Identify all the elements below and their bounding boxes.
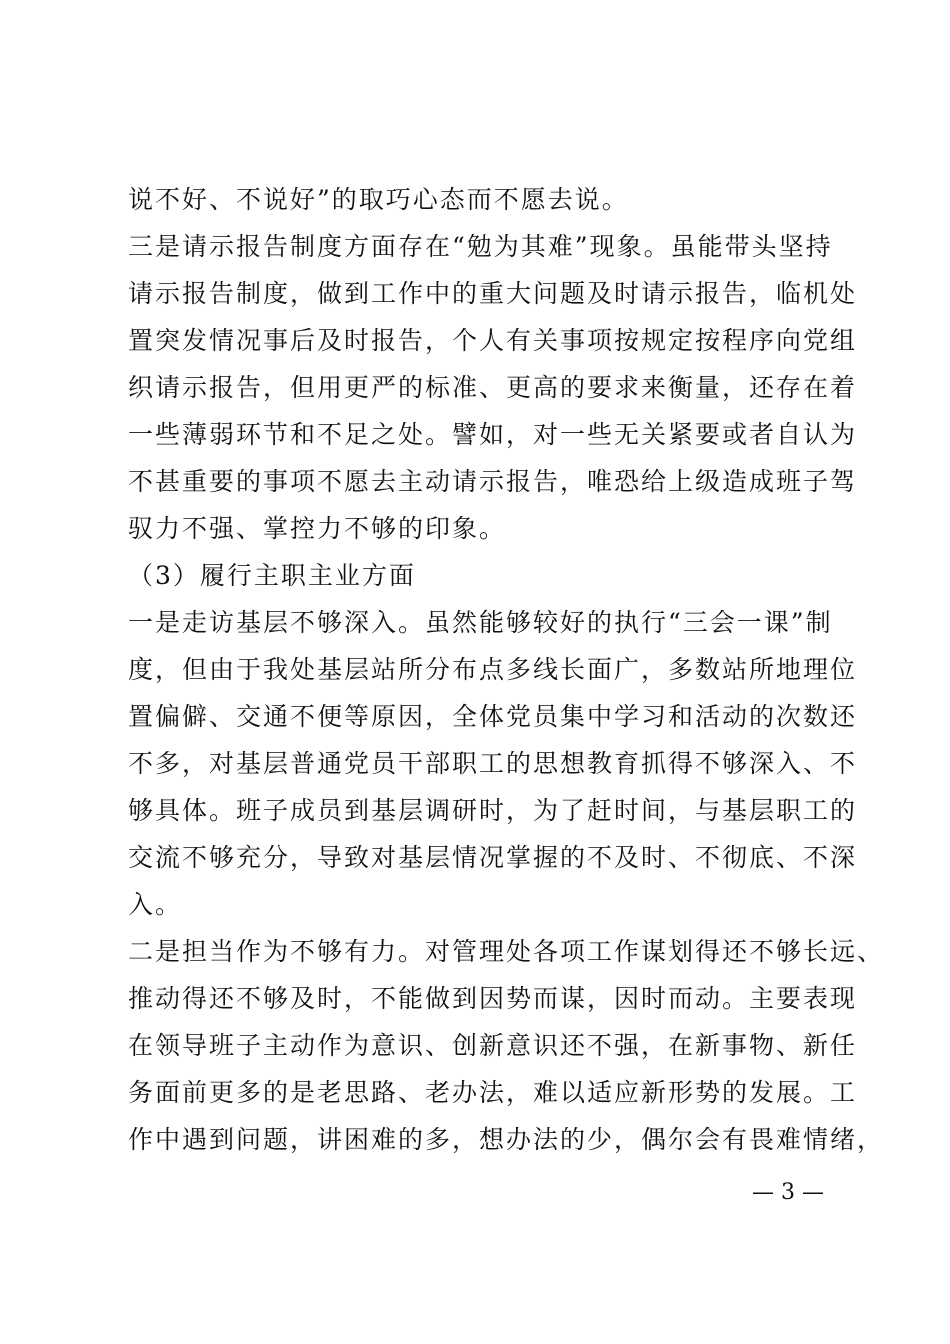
- text-line: 置突发情况事后及时报告，个人有关事项按规定按程序向党组: [128, 326, 858, 355]
- text-line: 说不好、不说好”的取巧心态而不愿去说。: [128, 185, 629, 214]
- text-line: 请示报告制度，做到工作中的重大问题及时请示报告，临机处: [128, 279, 858, 308]
- text-line: 务面前更多的是老思路、老办法，难以适应新形势的发展。工: [128, 1078, 858, 1107]
- document-body: [128, 176, 885, 1163]
- text-line: 度，但由于我处基层站所分布点多线长面广，多数站所地理位: [128, 655, 858, 684]
- page-number: — 3 —: [752, 1180, 824, 1205]
- text-line: 不甚重要的事项不愿去主动请示报告，唯恐给上级造成班子驾: [128, 467, 858, 496]
- text-line: 在领导班子主动作为意识、创新意识还不强，在新事物、新任: [128, 1031, 858, 1060]
- text-line: 织请示报告，但用更严的标准、更高的要求来衡量，还存在着: [128, 373, 858, 402]
- text-line: 驭力不强、掌控力不够的印象。: [128, 514, 507, 543]
- text-line: 三是请示报告制度方面存在“勉为其难”现象。虽能带头坚持: [128, 232, 833, 261]
- text-line: 置偏僻、交通不便等原因，全体党员集中学习和活动的次数还: [128, 702, 858, 731]
- text-line: 一些薄弱环节和不足之处。譬如，对一些无关紧要或者自认为: [128, 420, 858, 449]
- text-line: 不多，对基层普通党员干部职工的思想教育抓得不够深入、不: [128, 749, 858, 778]
- text-line: 够具体。班子成员到基层调研时，为了赶时间，与基层职工的: [128, 796, 858, 825]
- text-line: 入。: [128, 890, 183, 919]
- text-line: 一是走访基层不够深入。虽然能够较好的执行“三会一课”制: [128, 608, 833, 637]
- text-line: 二是担当作为不够有力。对管理处各项工作谋划得还不够长远、: [128, 937, 885, 966]
- text-line: 作中遇到问题，讲困难的多，想办法的少，偶尔会有畏难情绪，: [128, 1125, 885, 1154]
- text-line: 交流不够充分，导致对基层情况掌握的不及时、不彻底、不深: [128, 843, 858, 872]
- text-line: 推动得还不够及时，不能做到因势而谋，因时而动。主要表现: [128, 984, 858, 1013]
- section-heading: （3）履行主职主业方面: [128, 561, 416, 590]
